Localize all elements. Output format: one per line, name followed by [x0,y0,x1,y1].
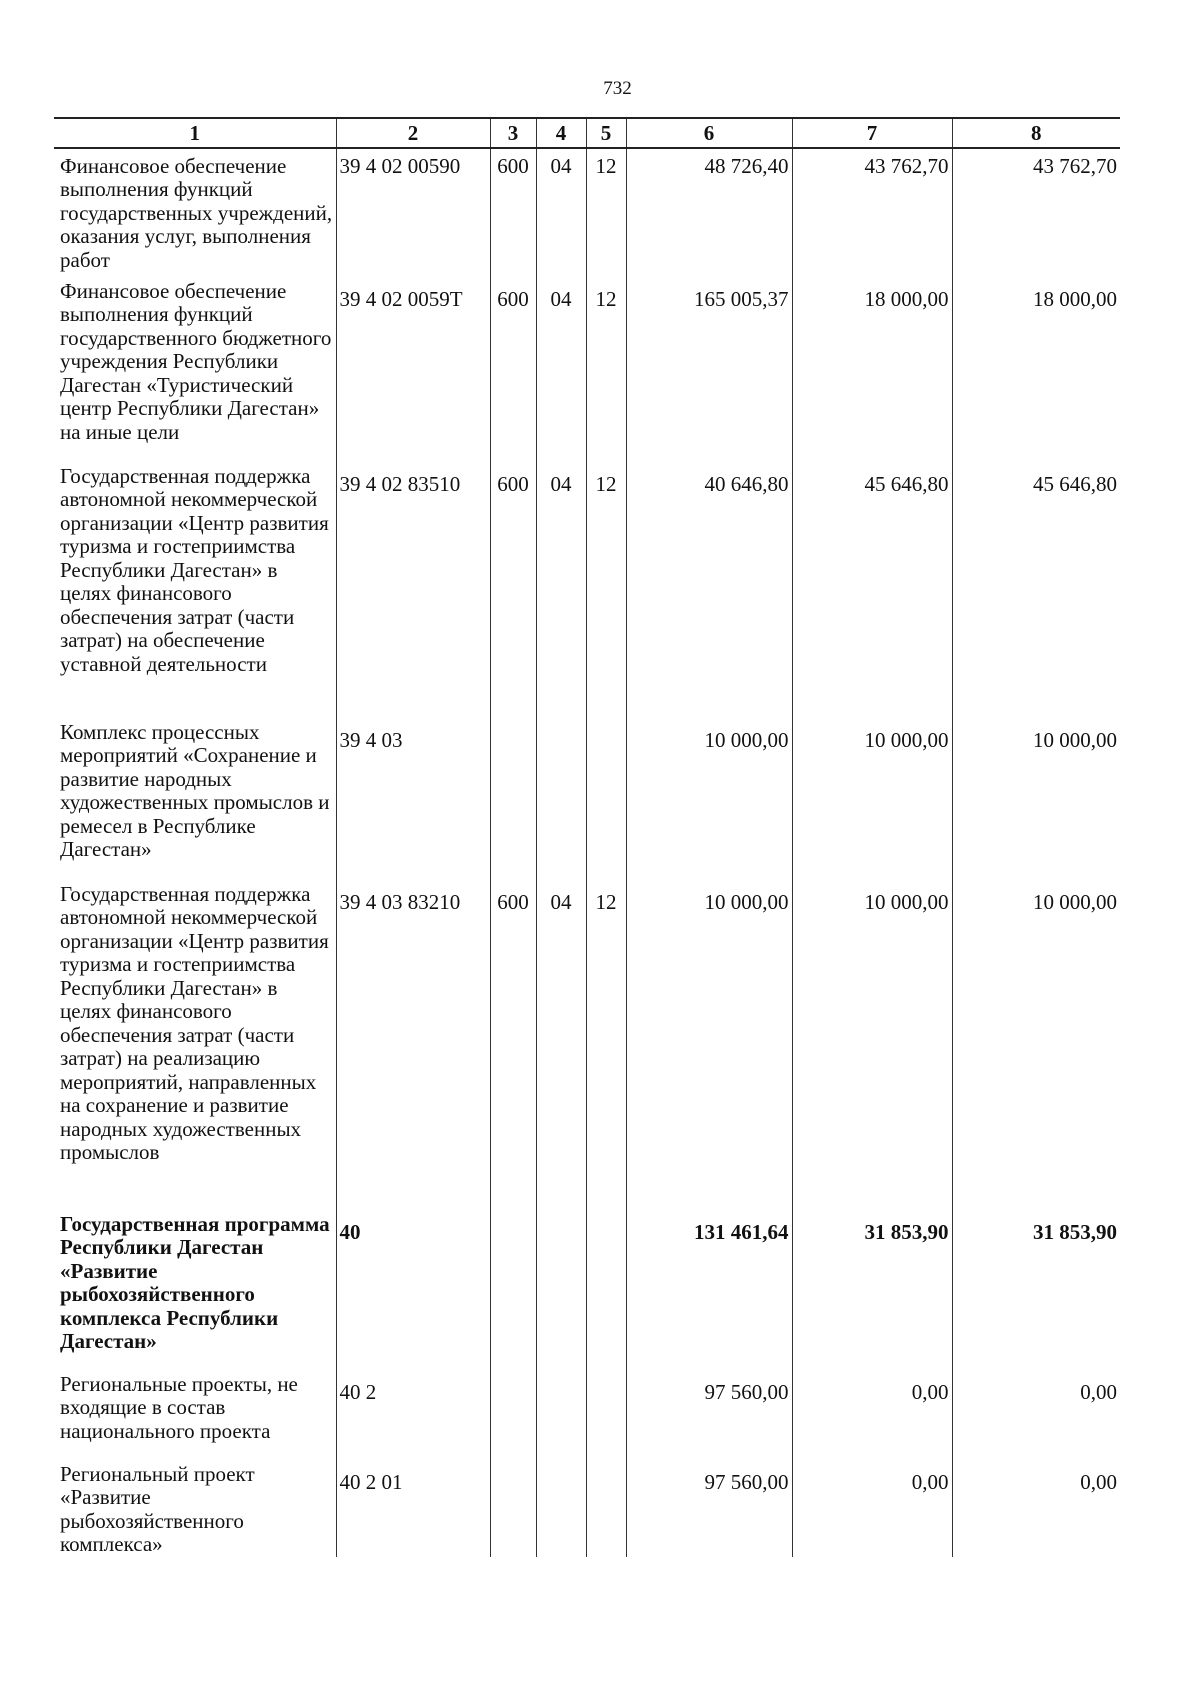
page-number: 732 [603,78,632,99]
row-value-7: 0,00 [792,1463,952,1557]
row-value-7: 10 000,00 [792,721,952,883]
row-value-8: 43 762,70 [952,148,1120,280]
table-row [54,280,1120,465]
row-col4: 04 [536,883,586,1213]
row-col4 [536,1213,586,1373]
table-row [54,883,1120,1213]
row-code: 40 [336,1213,490,1373]
row-col5: 12 [586,883,626,1213]
row-value-6: 40 646,80 [626,465,792,721]
row-value-7: 18 000,00 [792,280,952,465]
column-header: 5 [586,118,626,148]
row-col4 [536,1463,586,1557]
row-col5: 12 [586,465,626,721]
row-value-7: 43 762,70 [792,148,952,280]
row-value-7: 31 853,90 [792,1213,952,1373]
column-header: 6 [626,118,792,148]
row-code: 39 4 02 0059Т [336,280,490,465]
row-value-6: 97 560,00 [626,1373,792,1463]
row-col5 [586,1213,626,1373]
row-col3 [490,721,536,883]
row-col4: 04 [536,280,586,465]
row-col3: 600 [490,465,536,721]
column-header: 4 [536,118,586,148]
header-row [54,118,1120,148]
row-col3 [490,1463,536,1557]
row-name: Региональные проекты, не входящие в состав национального проекта [60,1371,298,1443]
column-header: 1 [54,118,336,148]
row-name: Финансовое обеспечение выполнения функций государственного бюджетного учреждения Республики Дагестан «Туристический центр Республики Дагестан» на иные цели [60,278,332,444]
row-value-8: 10 000,00 [952,721,1120,883]
column-header: 2 [336,118,490,148]
row-value-6: 165 005,37 [626,280,792,465]
row-code: 39 4 03 83210 [336,883,490,1213]
row-name: Государственная поддержка автономной некоммерческой организации «Центр развития туризма и гостеприимства Республики Дагестан» в целях финансового обеспечения затрат (части затрат) на реализацию мероприятий, направленных на сохранение и развитие народных художественных промыслов [60,881,329,1164]
table-row [54,465,1120,721]
row-col4: 04 [536,465,586,721]
row-value-6: 10 000,00 [626,721,792,883]
table-row [54,148,1120,280]
row-name: Региональный проект «Развитие рыбохозяйственного комплекса» [60,1461,255,1556]
row-col4: 04 [536,148,586,280]
column-header: 7 [792,118,952,148]
row-col4 [536,721,586,883]
table-row [54,721,1120,883]
row-value-7: 0,00 [792,1373,952,1463]
row-value-8: 18 000,00 [952,280,1120,465]
row-col5 [586,721,626,883]
row-name: Государственная поддержка автономной некоммерческой организации «Центр развития туризма и гостеприимства Республики Дагестан» в целях финансового обеспечения затрат (части затрат) на обеспечение уставной деятельности [60,463,329,676]
row-value-7: 45 646,80 [792,465,952,721]
row-value-8: 45 646,80 [952,465,1120,721]
row-col3: 600 [490,148,536,280]
row-code: 40 2 01 [336,1463,490,1557]
row-col3: 600 [490,280,536,465]
table-row [54,1373,1120,1463]
row-value-6: 131 461,64 [626,1213,792,1373]
row-col3: 600 [490,883,536,1213]
column-header: 3 [490,118,536,148]
table-row [54,1463,1120,1557]
row-col4 [536,1373,586,1463]
row-value-8: 0,00 [952,1373,1120,1463]
row-name: Комплекс процессных мероприятий «Сохранение и развитие народных художественных промыслов и ремесел в Республике Дагестан» [60,719,330,861]
row-code: 39 4 03 [336,721,490,883]
row-value-7: 10 000,00 [792,883,952,1213]
row-code: 39 4 02 83510 [336,465,490,721]
row-value-6: 97 560,00 [626,1463,792,1557]
row-value-8: 0,00 [952,1463,1120,1557]
row-value-6: 10 000,00 [626,883,792,1213]
row-col5 [586,1463,626,1557]
row-value-6: 48 726,40 [626,148,792,280]
row-col5: 12 [586,148,626,280]
row-col3 [490,1373,536,1463]
row-col3 [490,1213,536,1373]
row-value-8: 31 853,90 [952,1213,1120,1373]
row-code: 39 4 02 00590 [336,148,490,280]
budget-table [54,117,1120,1557]
row-col5 [586,1373,626,1463]
row-col5: 12 [586,280,626,465]
row-name: Государственная программа Республики Дагестан «Развитие рыбохозяйственного комплекса Республики Дагестан» [60,1211,330,1353]
column-header: 8 [952,118,1120,148]
row-code: 40 2 [336,1373,490,1463]
row-value-8: 10 000,00 [952,883,1120,1213]
table-row [54,1213,1120,1373]
row-name: Финансовое обеспечение выполнения функций государственных учреждений, оказания услуг, выполнения работ [60,153,333,272]
